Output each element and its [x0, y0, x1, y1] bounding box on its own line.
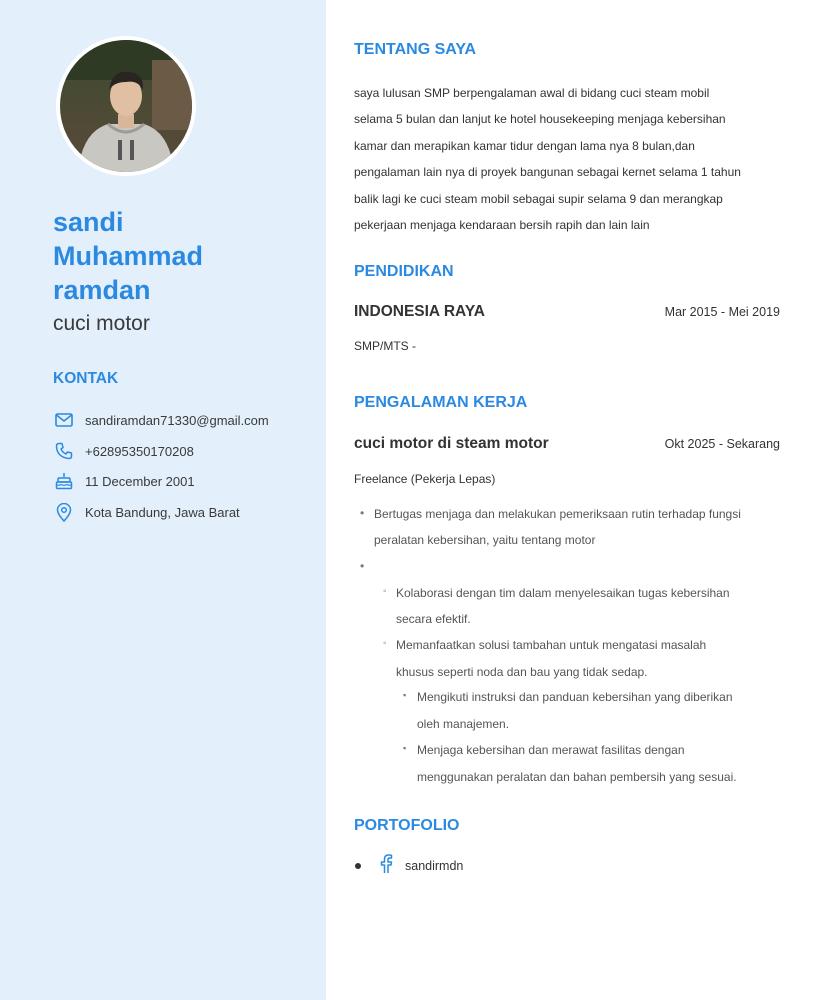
experience-bullet-continuation: peralatan kebersihan, yaitu tentang motor — [374, 533, 596, 547]
bullet-dot — [355, 863, 361, 869]
education-period: Mar 2015 - Mei 2019 — [664, 305, 780, 319]
bullet-dot: • — [360, 559, 365, 573]
experience-sub-sub-bullet-continuation: menggunakan peralatan dan bahan pembersih yang sesuai. — [417, 770, 737, 784]
about-line: kamar dan merapikan kamar tidur dengan lama nya 8 bulan,dan — [354, 138, 695, 153]
about-paragraph — [354, 80, 794, 238]
portfolio-section-title: PORTOFOLIO — [354, 817, 460, 834]
full-name — [53, 205, 313, 307]
last-name: ramdan — [53, 275, 151, 305]
location-pin-icon — [53, 502, 75, 522]
middle-name: Muhammad — [53, 241, 204, 271]
about-line: pengalaman lain nya di proyek bangunan sebagai kernet selama 1 tahun — [354, 165, 741, 180]
education-level: SMP/MTS - — [354, 339, 416, 353]
contact-email[interactable] — [53, 410, 269, 430]
facebook-icon — [379, 854, 393, 879]
contact-birthdate-text: 11 December 2001 — [85, 473, 195, 489]
first-name: sandi — [53, 207, 124, 237]
education-section-title: PENDIDIKAN — [354, 263, 454, 280]
portfolio-handle: sandirmdn — [405, 859, 464, 873]
experience-sub-bullet: Kolaborasi dengan tim dalam menyelesaikan tugas kebersihan — [396, 586, 730, 600]
email-icon — [53, 410, 75, 430]
contact-birthdate — [53, 471, 195, 491]
contact-email-text: sandiramdan71330@gmail.com — [85, 412, 269, 428]
experience-position: cuci motor di steam motor — [354, 435, 549, 452]
experience-type: Freelance (Pekerja Lepas) — [354, 472, 496, 486]
contact-location — [53, 502, 240, 522]
about-line: selama 5 bulan dan lanjut ke hotel housekeeping menjaga kebersihan — [354, 112, 726, 127]
about-line: saya lulusan SMP berpengalaman awal di bidang cuci steam mobil — [354, 86, 710, 100]
bullet-dot: ◦ — [383, 638, 387, 649]
about-line: balik lagi ke cuci steam mobil sebagai supir selama 9 dan merangkap — [354, 191, 723, 206]
bullet-dot: ▪ — [403, 690, 407, 700]
education-school: INDONESIA RAYA — [354, 303, 485, 320]
experience-bullet: Bertugas menjaga dan melakukan pemeriksaan rutin terhadap fungsi — [374, 507, 741, 521]
experience-period: Okt 2025 - Sekarang — [664, 437, 780, 451]
sidebar — [0, 0, 326, 1000]
about-section-title: TENTANG SAYA — [354, 41, 477, 58]
experience-sub-sub-bullet-continuation: oleh manajemen. — [417, 717, 510, 731]
experience-section-title: PENGALAMAN KERJA — [354, 394, 528, 411]
contact-section-title: KONTAK — [53, 370, 119, 387]
portfolio-item[interactable] — [354, 855, 463, 877]
experience-sub-bullet: Memanfaatkan solusi tambahan untuk mengatasi masalah — [396, 638, 707, 652]
contact-phone-text: +62895350170208 — [85, 443, 194, 459]
bullet-dot: • — [360, 506, 365, 520]
experience-sub-sub-bullet: Mengikuti instruksi dan panduan kebersihan yang diberikan — [417, 690, 733, 704]
bullet-dot: ▪ — [403, 743, 407, 753]
bullet-dot: ◦ — [383, 586, 387, 597]
experience-sub-bullet-continuation: secara efektif. — [396, 612, 471, 626]
experience-sub-bullet-continuation: khusus seperti noda dan bau yang tidak sedap. — [396, 665, 648, 679]
experience-sub-sub-bullet: Menjaga kebersihan dan merawat fasilitas dengan — [417, 743, 685, 757]
contact-phone[interactable] — [53, 441, 194, 461]
phone-icon — [53, 441, 75, 461]
about-line: pekerjaan menjaga kendaraan bersih rapih dan lain lain — [354, 217, 650, 232]
birthday-cake-icon — [53, 471, 75, 491]
avatar — [56, 36, 196, 176]
contact-location-text: Kota Bandung, Jawa Barat — [85, 504, 240, 520]
job-title: cuci motor — [53, 312, 150, 335]
